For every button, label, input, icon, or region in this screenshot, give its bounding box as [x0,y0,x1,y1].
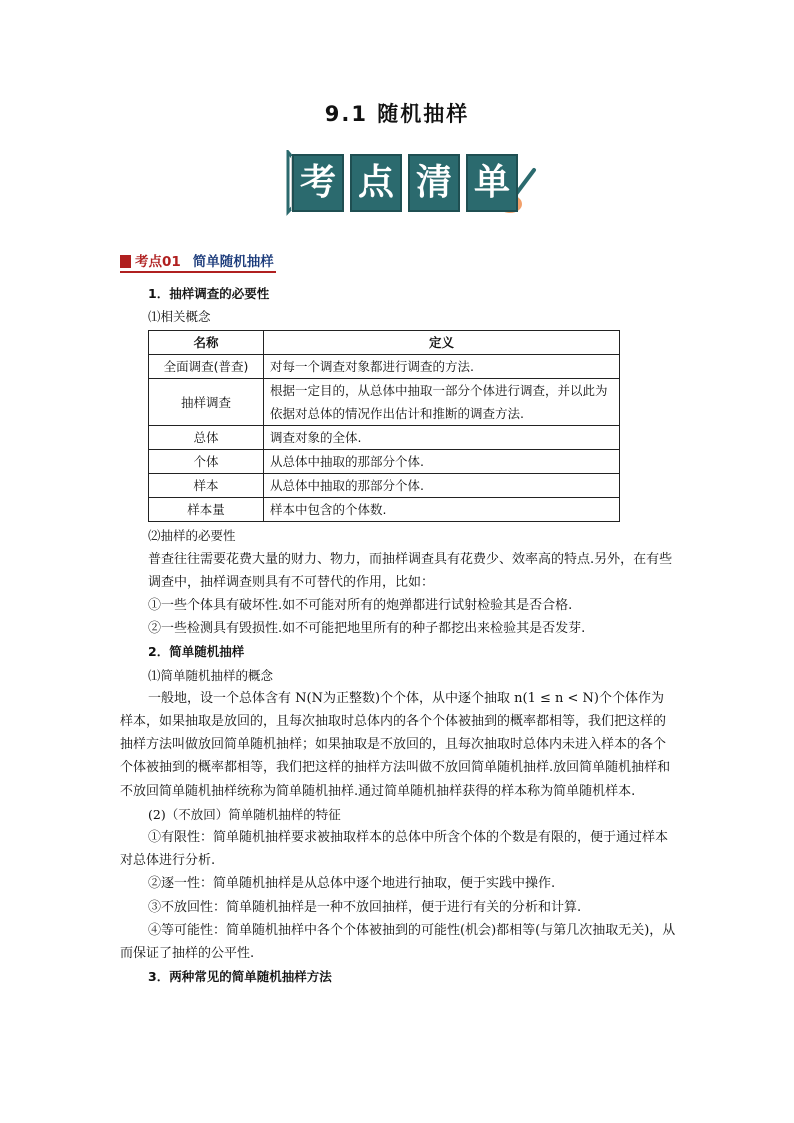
term-cell: 全面调查(普查) [149,355,264,379]
column-header-name: 名称 [149,331,264,355]
feature-item: ④等可能性：简单随机抽样中各个个体被抽到的可能性(机会)都相等(与第几次抽取无关)，从而保证了抽样的公平性. [120,922,676,962]
subheading-srs-features: (2)（不放回）简单随机抽样的特征 [148,806,341,822]
term-cell: 抽样调查 [149,379,264,426]
content [120,282,676,988]
subheading-srs-concept: ⑴简单随机抽样的概念 [148,667,274,683]
page-title: 9.1 随机抽样 [324,102,470,126]
definitions-table [148,330,620,522]
definition-cell: 样本中包含的个体数. [264,498,620,522]
section-marker-icon [120,255,131,268]
heading-simple-random-sampling: 2．简单随机抽样 [148,644,245,660]
feature-item: ③不放回性：简单随机抽样是一种不放回抽样，便于进行有关的分析和计算. [148,899,582,915]
term-cell: 总体 [149,426,264,450]
definition-cell: 根据一定目的，从总体中抽取一部分个体进行调查，并以此为依据对总体的情况作出估计和推断的调查方法. [264,379,620,426]
table-row [149,474,620,498]
paragraph: ②一些检测具有毁损性.如不可能把地里所有的种子都挖出来检验其是否发芽. [148,621,586,637]
feature-item: ①有限性：简单随机抽样要求被抽取样本的总体中所含个体的个数是有限的，便于通过样本对总体进行分析. [120,830,669,869]
banner-char: 清 [408,154,460,212]
section-title: 简单随机抽样 [192,254,274,270]
paragraph: 普查往往需要花费大量的财力、物力，而抽样调查具有花费少、效率高的特点.另外，在有些调查中，抽样调查则具有不可替代的作用，比如： [148,551,673,590]
term-cell: 个体 [149,450,264,474]
term-cell: 样本 [149,474,264,498]
definition-cell: 调查对象的全体. [264,426,620,450]
column-header-definition: 定义 [264,331,620,355]
subheading-concepts: ⑴相关概念 [148,309,211,325]
banner-char: 考 [292,154,344,212]
term-cell: 样本量 [149,498,264,522]
heading-two-methods: 3．两种常见的简单随机抽样方法 [148,969,332,985]
heading-necessity: 1．抽样调查的必要性 [148,286,270,301]
table-row [149,355,620,379]
section-heading [120,250,276,273]
banner [284,150,540,222]
table-row [149,379,620,426]
subheading-necessity: ⑵抽样的必要性 [148,528,236,544]
feature-item: ②逐一性：简单随机抽样是从总体中逐个地进行抽取，便于实践中操作. [148,876,556,892]
table-row [149,426,620,450]
table-row [149,450,620,474]
definition-cell: 从总体中抽取的那部分个体. [264,450,620,474]
paragraph: ①一些个体具有破坏性.如不可能对所有的炮弹都进行试射检验其是否合格. [148,598,573,614]
table-header-row [149,331,620,355]
definition-cell: 从总体中抽取的那部分个体. [264,474,620,498]
section-code: 考点01 [135,254,181,270]
definition-cell: 对每一个调查对象都进行调查的方法. [264,355,620,379]
banner-char: 点 [350,154,402,212]
table-row [149,498,620,522]
banner-char: 单 [466,154,518,212]
paragraph: 一般地，设一个总体含有 N(N为正整数)个个体，从中逐个抽取 n(1 ≤ n < N)个个体作为样本，如果抽取是放回的，且每次抽取时总体内的各个个体被抽到的概率都相等，我们把这样的抽样方法叫做放回简单随机抽样；如果抽取是不放回的，且每次抽取时总体内未进入样本的各个个体被抽到的概率都相等，我们把这样的抽样方法叫做不放回简单随机抽样.放回简单随机抽样和不放回简单随机抽样统称为简单随机抽样.通过简单随机抽样获得的样本称为简单随机样本. [120,690,671,799]
